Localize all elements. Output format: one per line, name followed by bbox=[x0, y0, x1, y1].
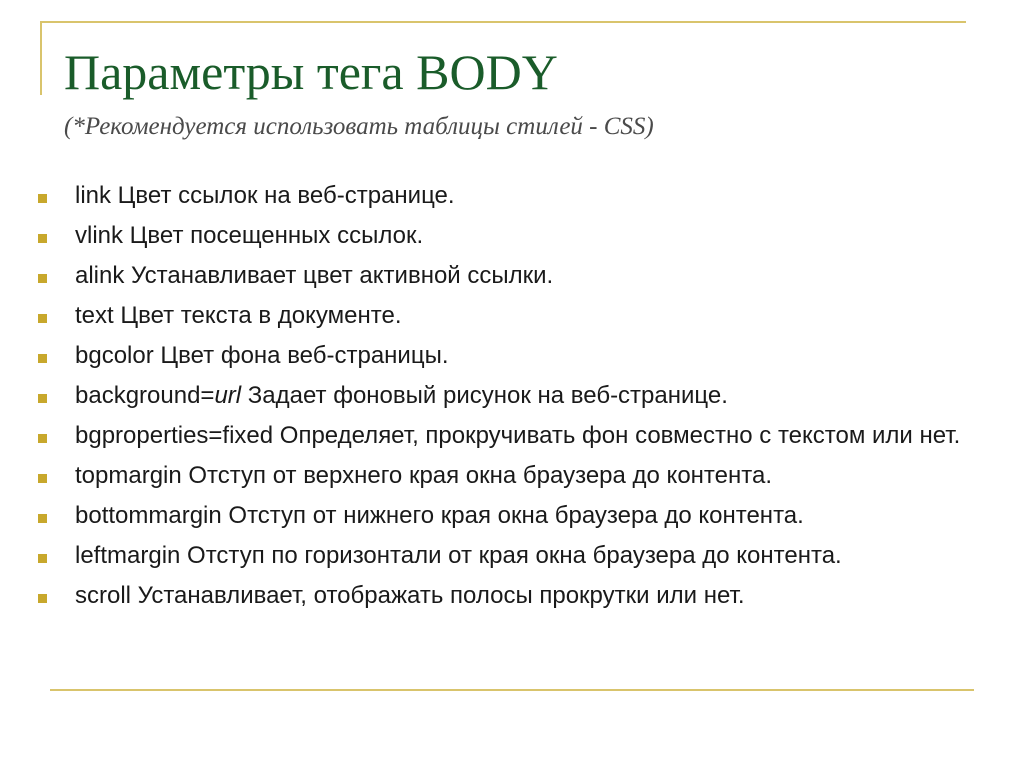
list-item bbox=[38, 500, 998, 532]
list-item bbox=[38, 260, 998, 292]
bullet-square-icon bbox=[38, 474, 47, 483]
list-item-text: scroll Устанавливает, отображать полосы прокрутки или нет. bbox=[75, 582, 745, 609]
bullet-square-icon bbox=[38, 434, 47, 443]
list-item bbox=[38, 540, 998, 572]
list-item-text bbox=[75, 382, 728, 409]
bullet-square-icon bbox=[38, 354, 47, 363]
bullet-square-icon bbox=[38, 554, 47, 563]
list-item bbox=[38, 180, 998, 212]
list-item-text: link Цвет ссылок на веб-странице. bbox=[75, 182, 455, 209]
bullet-square-icon bbox=[38, 394, 47, 403]
list-item-suffix: Задает фоновый рисунок на веб-странице. bbox=[241, 382, 728, 409]
list-item-prefix: background= bbox=[75, 382, 215, 409]
list-item-text: text Цвет текста в документе. bbox=[75, 302, 402, 329]
top-rule bbox=[40, 21, 966, 23]
list-item bbox=[38, 420, 998, 452]
list-item-text: topmargin Отступ от верхнего края окна браузера до контента. bbox=[75, 462, 772, 489]
bullet-list bbox=[38, 180, 998, 620]
list-item-text: bottommargin Отступ от нижнего края окна браузера до контента. bbox=[75, 502, 804, 529]
list-item bbox=[38, 300, 998, 332]
bullet-square-icon bbox=[38, 594, 47, 603]
list-item-text: leftmargin Отступ по горизонтали от края окна браузера до контента. bbox=[75, 542, 842, 569]
bottom-rule bbox=[50, 689, 974, 691]
bullet-square-icon bbox=[38, 194, 47, 203]
page-title: Параметры тега BODY bbox=[64, 44, 558, 100]
list-item bbox=[38, 340, 998, 372]
list-item bbox=[38, 380, 998, 412]
list-item bbox=[38, 580, 998, 612]
list-item-italic: url bbox=[214, 382, 242, 409]
list-item-text: bgproperties=fixed Определяет, прокручивать фон совместно с текстом или нет. bbox=[75, 422, 961, 449]
bullet-square-icon bbox=[38, 274, 47, 283]
list-item bbox=[38, 460, 998, 492]
bullet-square-icon bbox=[38, 514, 47, 523]
bullet-square-icon bbox=[38, 314, 47, 323]
left-rule bbox=[40, 21, 42, 95]
list-item-text: alink Устанавливает цвет активной ссылки. bbox=[75, 262, 554, 289]
page-subtitle: (*Рекомендуется использовать таблицы стилей - CSS) bbox=[64, 113, 654, 140]
list-item bbox=[38, 220, 998, 252]
list-item-text: bgcolor Цвет фона веб-страницы. bbox=[75, 342, 449, 369]
bullet-square-icon bbox=[38, 234, 47, 243]
list-item-text: vlink Цвет посещенных ссылок. bbox=[75, 222, 424, 249]
